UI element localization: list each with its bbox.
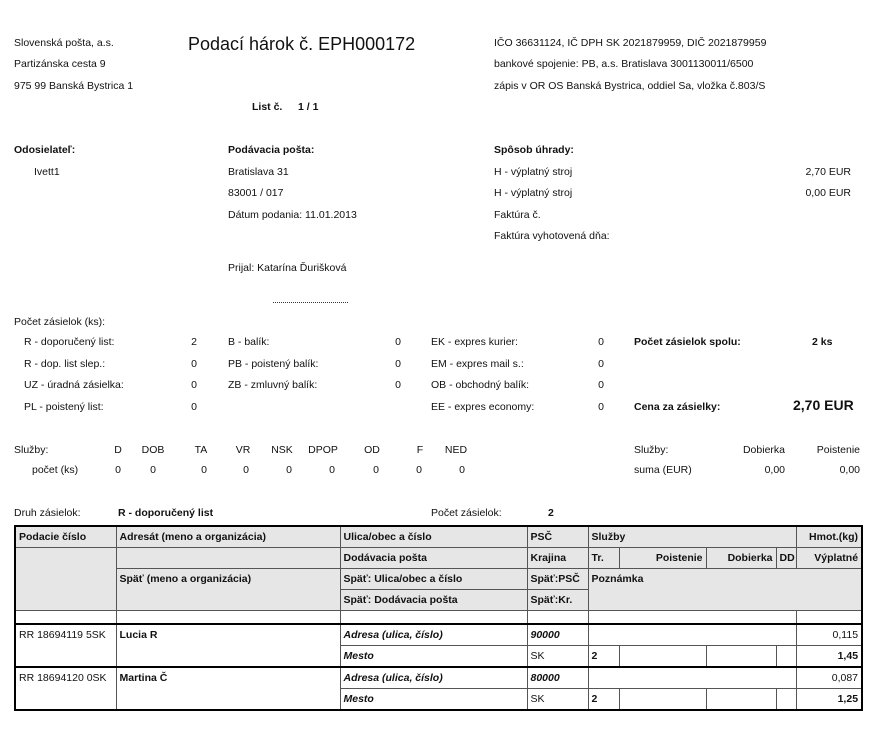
addressee-city: Mesto [340, 689, 527, 711]
count-value: 0 [598, 358, 604, 370]
dd-cell [776, 646, 796, 668]
count-value: 0 [191, 379, 197, 391]
header-note: Poznámka [588, 569, 862, 590]
service-code: D [114, 444, 122, 456]
count-value: 2 [191, 336, 197, 348]
service-code: NSK [271, 444, 293, 456]
count-label: PB - poistený balík: [228, 358, 319, 370]
company-name: Slovenská pošta, a.s. [14, 37, 114, 49]
header-return-psc: Späť:PSČ [527, 569, 588, 590]
empty-cell [15, 646, 116, 668]
count-value: 0 [598, 401, 604, 413]
header-blank [588, 590, 862, 611]
count-label: R - dop. list slep.: [24, 358, 106, 370]
payment-line1-value: 2,70 EUR [805, 166, 851, 178]
addressee-psc: 90000 [527, 624, 588, 646]
header-addressee: Adresát (meno a organizácia) [116, 526, 340, 548]
services-label: Služby: [14, 444, 49, 456]
empty-cell [15, 689, 116, 711]
payment-line2-label: H - výplatný stroj [494, 187, 573, 199]
tracking-number: RR 18694119 5SK [15, 624, 116, 646]
sender-label: Odosielateľ: [14, 144, 76, 156]
company-street: Partizánska cesta 9 [14, 58, 106, 70]
signature-line [273, 302, 348, 303]
cod-cell [706, 689, 776, 711]
addressee-psc: 80000 [527, 667, 588, 689]
insurance-cell [619, 646, 706, 668]
header-country: Krajina [527, 548, 588, 569]
service-code: DOB [141, 444, 165, 456]
weight-value: 0,115 [796, 624, 862, 646]
weight-value: 0,087 [796, 667, 862, 689]
count-label: R - doporučený list: [24, 336, 115, 348]
service-code: OD [364, 444, 380, 456]
document-title: Podací hárok č. EPH000172 [188, 34, 416, 54]
sheet-value: 1 / 1 [298, 101, 319, 113]
empty-cell [116, 646, 340, 668]
post-office-name: Bratislava 31 [228, 166, 289, 178]
received-by: Prijal: Katarína Ďurišková [228, 262, 347, 274]
invoice-label: Faktúra č. [494, 209, 541, 221]
header-weight: Hmot.(kg) [796, 526, 862, 548]
header-services: Služby [588, 526, 796, 548]
count-label: EE - expres economy: [431, 401, 535, 413]
addressee-name: Martina Č [116, 667, 340, 689]
header-blank [15, 548, 116, 569]
service-count: 0 [115, 464, 121, 476]
total-count-label: Počet zásielok spolu: [634, 336, 741, 348]
shipments-table [14, 525, 863, 711]
bank-line: bankové spojenie: PB, a.s. Bratislava 3001130011/6500 [494, 58, 754, 70]
post-office-label: Podávacia pošta: [228, 144, 315, 156]
count-label: B - balík: [228, 336, 270, 348]
services-cell [588, 667, 796, 689]
post-office-code: 83001 / 017 [228, 187, 284, 199]
cod-cell [706, 646, 776, 668]
header-delivery-post: Dodávacia pošta [340, 548, 527, 569]
empty-cell [116, 689, 340, 711]
count-label: EK - expres kurier: [431, 336, 518, 348]
header-return-name: Späť (meno a organizácia) [116, 569, 340, 590]
postage-value: 1,25 [796, 689, 862, 711]
count-value: 0 [395, 358, 401, 370]
sender-name: Ivett1 [34, 166, 60, 178]
header-return-street: Späť: Ulica/obec a číslo [340, 569, 527, 590]
spacer-cell [527, 611, 588, 625]
header-postage: Výplatné [796, 548, 862, 569]
addressee-country: SK [527, 689, 588, 711]
insurance-label: Poistenie [816, 444, 860, 456]
header-tr: Tr. [588, 548, 619, 569]
cod-value: 0,00 [764, 464, 785, 476]
insurance-value: 0,00 [839, 464, 860, 476]
dd-cell [776, 689, 796, 711]
spacer-cell [588, 611, 796, 625]
count-value: 0 [598, 379, 604, 391]
count-value: 0 [395, 336, 401, 348]
header-insurance: Poistenie [619, 548, 706, 569]
payment-line1-label: H - výplatný stroj [494, 166, 573, 178]
ico-line: IČO 36631124, IČ DPH SK 2021879959, DIČ 2021879959 [494, 37, 767, 49]
tr-value: 2 [588, 689, 619, 711]
service-count: 0 [243, 464, 249, 476]
service-code: VR [235, 444, 251, 456]
addressee-city: Mesto [340, 646, 527, 668]
header-tracking: Podacie číslo [15, 526, 116, 548]
services-sum-label: suma (EUR) [634, 464, 692, 476]
service-count: 0 [373, 464, 379, 476]
register-line: zápis v OR OS Banská Bystrica, oddiel Sa, vložka č.803/S [494, 80, 766, 92]
header-cod: Dobierka [706, 548, 776, 569]
shipment-type-label: Druh zásielok: [14, 507, 81, 519]
service-code: NED [444, 444, 468, 456]
submission-date: Dátum podania: 11.01.2013 [228, 209, 357, 221]
tracking-number: RR 18694120 0SK [15, 667, 116, 689]
services-cell [588, 624, 796, 646]
header-blank [15, 590, 116, 611]
counts-label: Počet zásielok (ks): [14, 316, 106, 328]
header-dd: DD [776, 548, 796, 569]
postage-value: 1,45 [796, 646, 862, 668]
spacer-cell [796, 611, 862, 625]
header-blank [116, 548, 340, 569]
spacer-cell [116, 611, 340, 625]
spacer-cell [15, 611, 116, 625]
price-value: 2,70 EUR [793, 397, 854, 413]
service-count: 0 [416, 464, 422, 476]
count-value: 0 [191, 358, 197, 370]
header-blank [15, 569, 116, 590]
count-value: 0 [191, 401, 197, 413]
shipment-count-value: 2 [548, 507, 554, 519]
service-code: DPOP [308, 444, 338, 456]
addressee-street: Adresa (ulica, číslo) [340, 667, 527, 689]
service-count: 0 [329, 464, 335, 476]
header-return-country: Späť:Kr. [527, 590, 588, 611]
payment-label: Spôsob úhrady: [494, 144, 574, 156]
services-count-label: počet (ks) [32, 464, 79, 476]
service-code: TA [194, 444, 208, 456]
service-count: 0 [201, 464, 207, 476]
company-city: 975 99 Banská Bystrica 1 [14, 80, 134, 92]
shipment-count-label: Počet zásielok: [431, 507, 502, 519]
service-count: 0 [286, 464, 292, 476]
count-label: UZ - úradná zásielka: [24, 379, 124, 391]
count-value: 0 [395, 379, 401, 391]
tr-value: 2 [588, 646, 619, 668]
header-street: Ulica/obec a číslo [340, 526, 527, 548]
addressee-street: Adresa (ulica, číslo) [340, 624, 527, 646]
insurance-cell [619, 689, 706, 711]
addressee-name: Lucia R [116, 624, 340, 646]
count-value: 0 [598, 336, 604, 348]
count-label: OB - obchodný balík: [431, 379, 530, 391]
services-right-label: Služby: [634, 444, 669, 456]
count-label: EM - expres mail s.: [431, 358, 524, 370]
count-label: ZB - zmluvný balík: [228, 379, 318, 391]
service-count: 0 [459, 464, 465, 476]
service-code: F [416, 444, 424, 456]
total-count-value: 2 ks [812, 336, 833, 348]
count-label: PL - poistený list: [24, 401, 104, 413]
header-blank [116, 590, 340, 611]
spacer-cell [340, 611, 527, 625]
price-label: Cena za zásielky: [634, 401, 721, 413]
sheet-label: List č. [252, 101, 283, 113]
payment-line2-value: 0,00 EUR [805, 187, 851, 199]
header-psc: PSČ [527, 526, 588, 548]
service-count: 0 [150, 464, 156, 476]
cod-label: Dobierka [742, 444, 785, 456]
invoice-date-label: Faktúra vyhotovená dňa: [494, 230, 610, 242]
shipment-type-value: R - doporučený list [118, 507, 214, 519]
addressee-country: SK [527, 646, 588, 668]
header-return-post: Späť: Dodávacia pošta [340, 590, 527, 611]
